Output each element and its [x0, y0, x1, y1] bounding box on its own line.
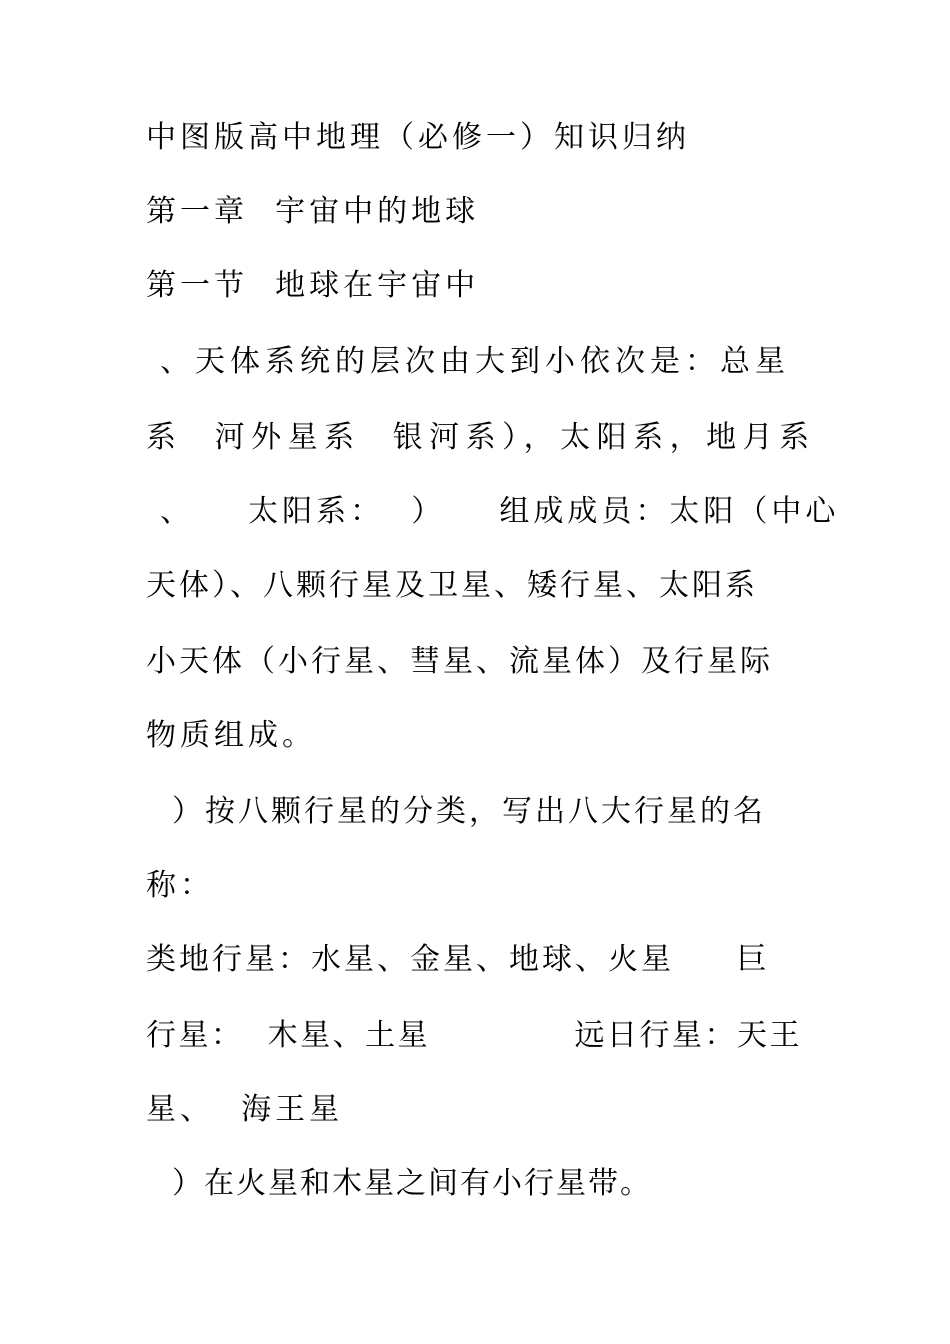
text-line: 称： — [146, 868, 214, 903]
text-line: 、 太阳系： ） 组成成员：太阳（中心 — [160, 494, 840, 529]
text-line: 物质组成。 — [146, 718, 316, 753]
text-line: 星、 海王星 — [146, 1092, 344, 1127]
text-line: 行星： 木星、土星 远日行星：天王 — [146, 1018, 803, 1053]
chapter-heading: 第一章 宇宙中的地球 — [146, 194, 480, 229]
text-line: 、天体系统的层次由大到小依次是：总星 — [160, 344, 790, 379]
text-line: 天体）、八颗行星及卫星、矮行星、太阳系 — [146, 568, 758, 603]
section-heading: 第一节 地球在宇宙中 — [146, 268, 480, 303]
text-line: 小天体（小行星、彗星、流星体）及行星际 — [146, 644, 773, 679]
text-line: ）按八颗行星的分类，写出八大行星的名 — [172, 794, 766, 829]
text-line: 类地行星：水星、金星、地球、火星 巨 — [146, 942, 770, 977]
text-line: 系 河外星系 银河系），太阳系，地月系 — [146, 420, 816, 455]
text-line: ）在火星和木星之间有小行星带。 — [172, 1166, 652, 1201]
document-title: 中图版高中地理（必修一）知识归纳 — [146, 120, 690, 155]
